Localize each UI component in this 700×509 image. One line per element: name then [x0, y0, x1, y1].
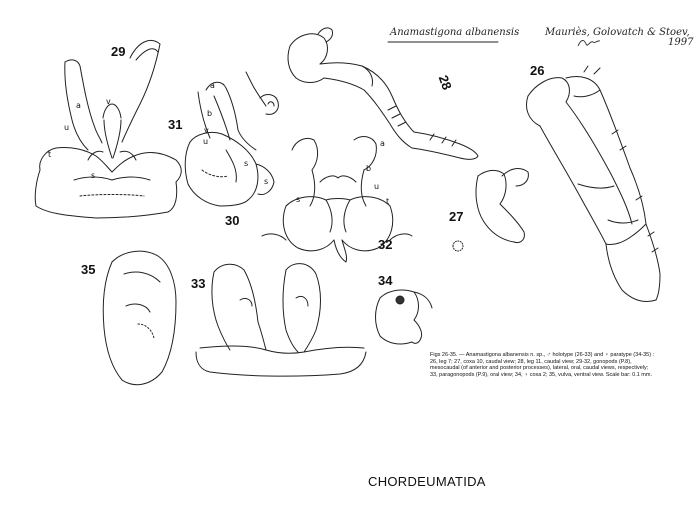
drawing-fig-30-gonopod-lateral — [185, 82, 274, 206]
handwritten-signature — [576, 36, 602, 50]
label-a: a — [210, 81, 215, 90]
caption-line: mesocaudal (of anterior and posterior processes), lateral, oral, caudal views, respectively; — [430, 365, 649, 372]
figure-number-33: 33 — [191, 276, 206, 291]
label-s: s — [296, 195, 301, 204]
authors: Mauriès, Golovatch & Stoev, — [545, 27, 690, 38]
label-u: u — [64, 123, 70, 132]
figure-number-29: 29 — [111, 44, 126, 59]
caption-line: 33, paragonopods (P.9), oral view; 34, ♀ coxa 2; 35, vulva, ventral view. Scale bar: 0.1 mm. — [430, 371, 653, 378]
caption-line: Figs 26-35. — Anamastigona albanensis n. sp., ♂ holotype (26-33) and ♀ paratype (34-35) : — [430, 352, 655, 358]
label-a: a — [76, 101, 81, 110]
drawing-fig-34-coxa — [376, 290, 433, 344]
label-v: v — [106, 97, 111, 106]
label-t: t — [386, 197, 390, 206]
drawing-detail-small — [246, 72, 278, 114]
figure-number-32: 32 — [378, 237, 393, 252]
species-name: Anamastigona albanensis — [390, 27, 520, 38]
figure-number-35: 35 — [81, 262, 96, 277]
label-a: a — [380, 139, 385, 148]
label-s: s — [264, 177, 269, 186]
label-s: s — [91, 171, 96, 180]
figure-number-27: 27 — [449, 209, 464, 224]
drawing-fig-27-coxa — [453, 169, 528, 251]
label-b: b — [366, 164, 372, 173]
figure-number-28: 28 — [435, 73, 455, 92]
label-s: s — [244, 159, 249, 168]
label-u: u — [203, 137, 209, 146]
label-b: b — [207, 109, 213, 118]
label-t: t — [48, 150, 52, 159]
figure-number-30: 30 — [225, 213, 240, 228]
figure-number-26: 26 — [530, 63, 545, 78]
label-u: u — [374, 182, 380, 191]
year: 1997 — [668, 37, 694, 48]
figure-number-31: 31 — [168, 117, 183, 132]
drawing-fig-26-leg — [527, 63, 661, 302]
label-v: v — [204, 126, 209, 135]
drawing-fig-33-paragonopods — [196, 264, 366, 377]
caption-line: 26, leg 7; 27, coxa 10, caudal view; 28, leg 11, caudal view; 29-32, gonopods (P.8), — [430, 358, 632, 365]
figure-caption — [430, 352, 692, 378]
drawing-fig-35-vulva — [103, 251, 176, 384]
drawing-fig-29-31-gonopod — [35, 40, 181, 218]
order-title: CHORDEUMATIDA — [368, 474, 486, 489]
figure-number-34: 34 — [378, 273, 393, 288]
